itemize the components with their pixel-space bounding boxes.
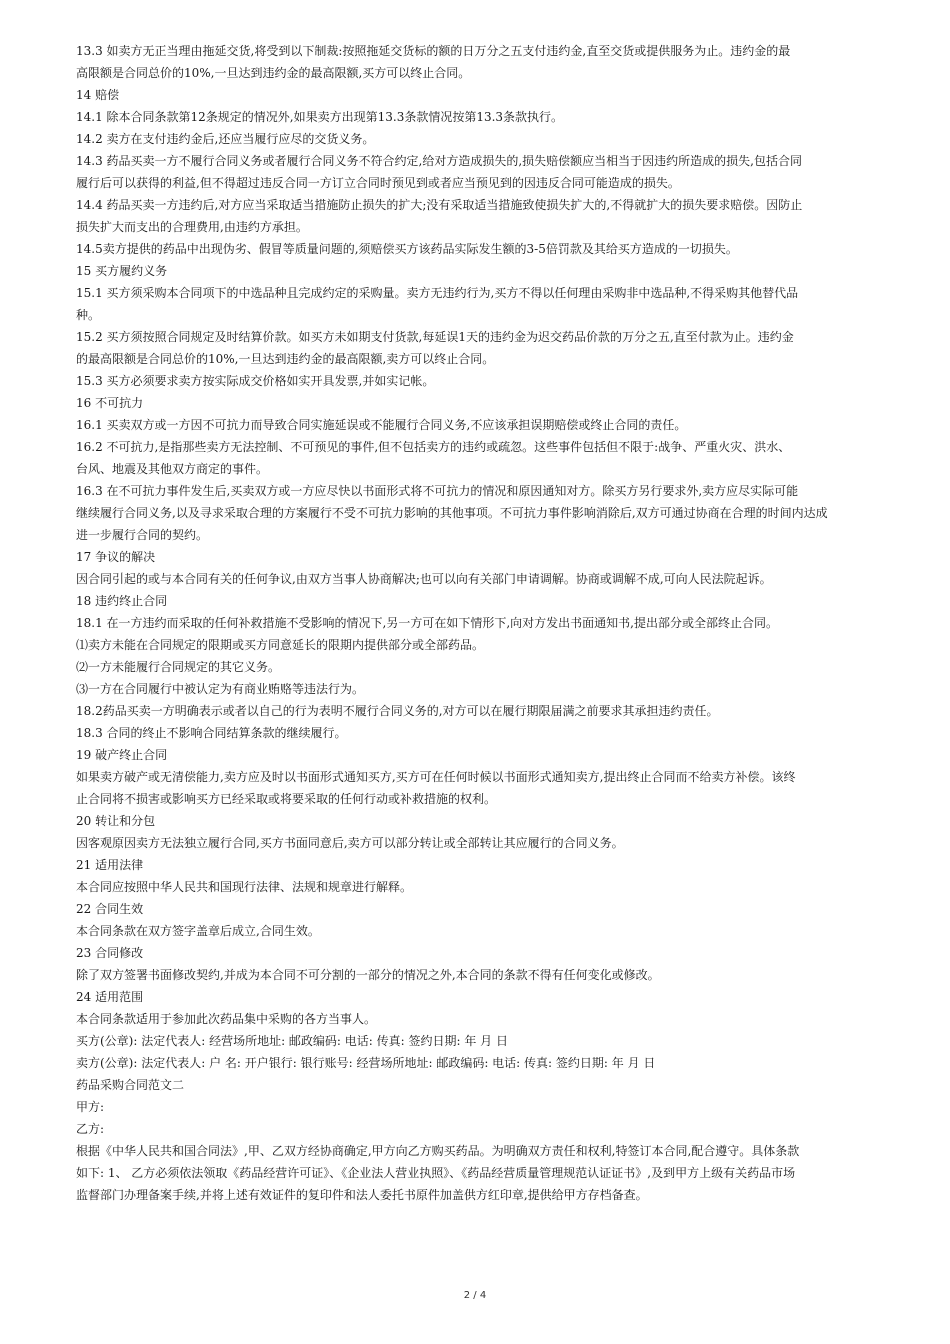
text-line: 履行后可以获得的利益,但不得超过违反合同一方订立合同时预见到或者应当预见到的因违反合同可能造成的损失。 [76,176,680,190]
text-line: 14.1 除本合同条款第12条规定的情况外,如果卖方出现第13.3条款情况按第13.3条款执行。 [76,110,564,124]
text-line: 16 不可抗力 [76,396,144,410]
text-line: 21 适用法律 [76,858,144,872]
text-line: 15.3 买方必须要求卖方按实际成交价格如实开具发票,并如实记帐。 [76,374,435,388]
text-line: 本合同条款适用于参加此次药品集中采购的各方当事人。 [76,1012,377,1026]
text-line: 监督部门办理备案手续,并将上述有效证件的复印件和法人委托书原件加盖供方红印章,提供给甲方存档备查。 [76,1188,648,1202]
text-line: 18.3 合同的终止不影响合同结算条款的继续履行。 [76,726,347,740]
text-line: 13.3 如卖方无正当理由拖延交货,将受到以下制裁:按照拖延交货标的额的日万分之五支付违约金,直至交货或提供服务为止。违约金的最 [76,44,791,58]
text-line: ⑶一方在合同履行中被认定为有商业贿赂等违法行为。 [76,682,365,696]
text-line: 15.1 买方须采购本合同项下的中选品种且完成约定的采购量。卖方无违约行为,买方不得以任何理由采购非中选品种,不得采购其他替代品 [76,286,799,300]
text-line: 乙方: [76,1122,105,1136]
text-line: 14.3 药品买卖一方不履行合同义务或者履行合同义务不符合约定,给对方造成损失的,损失赔偿额应当相当于因违约所造成的损失,包括合同 [76,154,802,168]
text-line: ⑴卖方未能在合同规定的限期或买方同意延长的限期内提供部分或全部药品。 [76,638,485,652]
text-line: 如果卖方破产或无清偿能力,卖方应及时以书面形式通知买方,买方可在任何时候以书面形式通知卖方,提出终止合同而不给卖方补偿。该终 [76,770,796,784]
text-line: 14.5卖方提供的药品中出现伪劣、假冒等质量问题的,须赔偿买方该药品实际发生额的3-5倍罚款及其给买方造成的一切损失。 [76,242,738,256]
text-line: 止合同将不损害或影响买方已经采取或将要采取的任何行动或补救措施的权利。 [76,792,497,806]
text-line: 损失扩大而支出的合理费用,由违约方承担。 [76,220,308,234]
text-line: 甲方: [76,1100,105,1114]
text-line: 除了双方签署书面修改契约,并成为本合同不可分割的一部分的情况之外,本合同的条款不得有任何变化或修改。 [76,968,660,982]
text-line: 因合同引起的或与本合同有关的任何争议,由双方当事人协商解决;也可以向有关部门申请调解。协商或调解不成,可向人民法院起诉。 [76,572,772,586]
text-line: 进一步履行合同的契约。 [76,528,209,542]
text-line: 23 合同修改 [76,946,144,960]
text-line: 14.2 卖方在支付违约金后,还应当履行应尽的交货义务。 [76,132,375,146]
text-line: 如下: 1、 乙方必须依法领取《药品经营许可证》、《企业法人营业执照》、《药品经营质量管理规范认证证书》,及到甲方上级有关药品市场 [76,1166,796,1180]
text-line: 15 买方履约义务 [76,264,168,278]
text-line: 根据《中华人民共和国合同法》,甲、乙双方经协商确定,甲方向乙方购买药品。为明确双方责任和权利,特签订本合同,配合遵守。具体条款 [76,1144,800,1158]
text-line: 17 争议的解决 [76,550,156,564]
text-line: 买方(公章): 法定代表人: 经营场所地址: 邮政编码: 电话: 传真: 签约日期: 年 月 日 [76,1034,508,1048]
text-line: 继续履行合同义务,以及寻求采取合理的方案履行不受不可抗力影响的其他事项。不可抗力事件影响消除后,双方可通过协商在合理的时间内达成 [76,506,828,520]
text-line: 本合同条款在双方签字盖章后成立,合同生效。 [76,924,320,938]
text-line: 14 赔偿 [76,88,120,102]
text-line: 15.2 买方须按照合同规定及时结算价款。如买方未如期支付货款,每延误1天的违约金为迟交药品价款的万分之五,直至付款为止。违约金 [76,330,794,344]
text-line: 的最高限额是合同总价的10%,一旦达到违约金的最高限额,卖方可以终止合同。 [76,352,495,366]
text-line: 18.2药品买卖一方明确表示或者以自己的行为表明不履行合同义务的,对方可以在履行期限届满之前要求其承担违约责任。 [76,704,719,718]
text-line: 高限额是合同总价的10%,一旦达到违约金的最高限额,买方可以终止合同。 [76,66,471,80]
text-line: 卖方(公章): 法定代表人: 户 名: 开户银行: 银行账号: 经营场所地址: 邮政编码: 电话: 传真: 签约日期: 年 月 日 [76,1056,656,1070]
text-line: 18 违约终止合同 [76,594,168,608]
text-line: 因客观原因卖方无法独立履行合同,买方书面同意后,卖方可以部分转让或全部转让其应履行的合同义务。 [76,836,624,850]
text-line: 本合同应按照中华人民共和国现行法律、法规和规章进行解释。 [76,880,413,894]
text-line: 种。 [76,308,101,322]
text-line: 台风、地震及其他双方商定的事件。 [76,462,269,476]
text-line: 19 破产终止合同 [76,748,168,762]
text-line: 22 合同生效 [76,902,144,916]
text-line: ⑵一方未能履行合同规定的其它义务。 [76,660,281,674]
page-number: 2 / 4 [463,1290,487,1301]
text-line: 药品采购合同范文二 [76,1078,185,1092]
text-line: 16.2 不可抗力,是指那些卖方无法控制、不可预见的事件,但不包括卖方的违约或疏忽。这些事件包括但不限于:战争、严重火灾、洪水、 [76,440,791,454]
text-line: 18.1 在一方违约而采取的任何补救措施不受影响的情况下,另一方可在如下情形下,向对方发出书面通知书,提出部分或全部终止合同。 [76,616,778,630]
document-body [76,40,904,1206]
text-line: 20 转让和分包 [76,814,156,828]
text-line: 16.1 买卖双方或一方因不可抗力而导致合同实施延误或不能履行合同义务,不应该承担误期赔偿或终止合同的责任。 [76,418,687,432]
text-line: 14.4 药品买卖一方违约后,对方应当采取适当措施防止损失的扩大;没有采取适当措施致使损失扩大的,不得就扩大的损失要求赔偿。因防止 [76,198,803,212]
text-line: 16.3 在不可抗力事件发生后,买卖双方或一方应尽快以书面形式将不可抗力的情况和原因通知对方。除买方另行要求外,卖方应尽实际可能 [76,484,799,498]
text-line: 24 适用范围 [76,990,144,1004]
